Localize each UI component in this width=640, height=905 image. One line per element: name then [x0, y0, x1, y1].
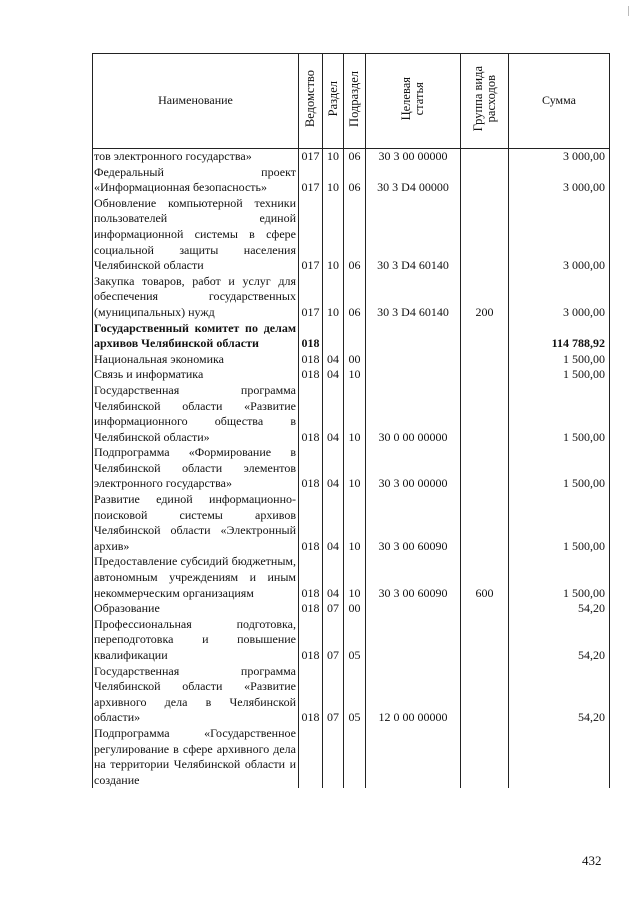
cell-expense-group: 600	[461, 554, 509, 601]
cell-target-article	[366, 321, 461, 352]
table-row	[93, 196, 610, 274]
cell-ministry: 018	[299, 321, 323, 352]
cell-subsection: 06	[344, 165, 366, 196]
cell-subsection: 06	[344, 149, 366, 165]
cell-section: 10	[323, 274, 344, 321]
header-expense-group: Группа вида расходов	[461, 54, 509, 149]
corner-mark	[628, 6, 629, 16]
cell-expense-group	[461, 664, 509, 726]
cell-name: Развитие единой информационно-поисковой системы архивов Челябинской области «Электронный архив»	[93, 492, 299, 554]
cell-ministry: 018	[299, 352, 323, 368]
table-row	[93, 352, 610, 368]
cell-subsection	[344, 726, 366, 788]
cell-subsection: 05	[344, 664, 366, 726]
table-row	[93, 149, 610, 165]
cell-section: 04	[323, 352, 344, 368]
table-row	[93, 367, 610, 383]
header-subsection: Подраздел	[344, 54, 366, 149]
cell-expense-group	[461, 149, 509, 165]
table-row	[93, 445, 610, 492]
cell-section: 10	[323, 196, 344, 274]
table-row	[93, 165, 610, 196]
header-ministry: Ведомство	[299, 54, 323, 149]
cell-ministry: 017	[299, 196, 323, 274]
cell-target-article	[366, 367, 461, 383]
cell-section	[323, 726, 344, 788]
cell-subsection: 10	[344, 492, 366, 554]
header-target-article: Целевая статья	[366, 54, 461, 149]
cell-name: Предоставление субсидий бюджетным, автономным учреждениям и иным некоммерческим организациям	[93, 554, 299, 601]
cell-ministry: 018	[299, 664, 323, 726]
cell-expense-group	[461, 383, 509, 445]
cell-ministry: 018	[299, 445, 323, 492]
cell-subsection: 00	[344, 601, 366, 617]
cell-sum: 3 000,00	[509, 165, 610, 196]
cell-subsection: 10	[344, 367, 366, 383]
cell-target-article: 30 3 00 60090	[366, 554, 461, 601]
cell-ministry: 018	[299, 554, 323, 601]
header-name: Наименование	[93, 54, 299, 149]
cell-name: Национальная экономика	[93, 352, 299, 368]
cell-section: 04	[323, 492, 344, 554]
cell-section: 07	[323, 601, 344, 617]
cell-name: Закупка товаров, работ и услуг для обеспечения государственных (муниципальных) нужд	[93, 274, 299, 321]
cell-ministry	[299, 726, 323, 788]
table-row	[93, 601, 610, 617]
cell-sum: 3 000,00	[509, 149, 610, 165]
cell-section: 07	[323, 664, 344, 726]
header-sum: Сумма	[509, 54, 610, 149]
cell-target-article: 30 3 00 00000	[366, 149, 461, 165]
page-number: 432	[582, 853, 602, 868]
cell-sum: 54,20	[509, 601, 610, 617]
cell-name: Связь и информатика	[93, 367, 299, 383]
cell-subsection: 06	[344, 274, 366, 321]
cell-expense-group	[461, 492, 509, 554]
cell-name: Образование	[93, 601, 299, 617]
cell-sum: 1 500,00	[509, 554, 610, 601]
table-row	[93, 554, 610, 601]
cell-name: Подпрограмма «Формирование в Челябинской области элементов электронного государства»	[93, 445, 299, 492]
cell-sum: 1 500,00	[509, 352, 610, 368]
cell-subsection: 10	[344, 445, 366, 492]
cell-name: Федеральный проект «Информационная безопасность»	[93, 165, 299, 196]
table-row	[93, 321, 610, 352]
cell-expense-group	[461, 601, 509, 617]
cell-subsection: 10	[344, 554, 366, 601]
cell-ministry: 018	[299, 617, 323, 664]
cell-sum: 54,20	[509, 664, 610, 726]
cell-sum: 1 500,00	[509, 445, 610, 492]
cell-expense-group	[461, 445, 509, 492]
cell-name: Подпрограмма «Государственное регулирование в сфере архивного дела на территории Челябинской области и создание	[93, 726, 299, 788]
cell-section: 04	[323, 554, 344, 601]
cell-subsection: 05	[344, 617, 366, 664]
table-row	[93, 664, 610, 726]
cell-sum: 54,20	[509, 617, 610, 664]
cell-ministry: 018	[299, 367, 323, 383]
cell-ministry: 017	[299, 165, 323, 196]
cell-target-article	[366, 617, 461, 664]
cell-sum: 114 788,92	[509, 321, 610, 352]
cell-section	[323, 321, 344, 352]
cell-sum: 3 000,00	[509, 274, 610, 321]
cell-target-article: 30 3 D4 60140	[366, 274, 461, 321]
cell-section: 04	[323, 445, 344, 492]
cell-target-article: 30 3 00 00000	[366, 445, 461, 492]
cell-section: 10	[323, 149, 344, 165]
cell-name: Государственная программа Челябинской области «Развитие архивного дела в Челябинской области»	[93, 664, 299, 726]
cell-ministry: 018	[299, 383, 323, 445]
cell-target-article: 30 3 00 60090	[366, 492, 461, 554]
cell-subsection: 10	[344, 383, 366, 445]
cell-expense-group	[461, 617, 509, 664]
cell-sum: 1 500,00	[509, 492, 610, 554]
cell-expense-group: 200	[461, 274, 509, 321]
cell-target-article	[366, 726, 461, 788]
cell-name: тов электронного государства»	[93, 149, 299, 165]
budget-table	[92, 53, 610, 788]
cell-ministry: 018	[299, 601, 323, 617]
cell-ministry: 017	[299, 274, 323, 321]
cell-section: 04	[323, 367, 344, 383]
header-section: Раздел	[323, 54, 344, 149]
cell-sum: 3 000,00	[509, 196, 610, 274]
cell-ministry: 018	[299, 492, 323, 554]
cell-subsection: 00	[344, 352, 366, 368]
cell-target-article: 12 0 00 00000	[366, 664, 461, 726]
cell-subsection: 06	[344, 196, 366, 274]
cell-expense-group	[461, 165, 509, 196]
budget-table-container	[92, 53, 609, 848]
cell-section: 10	[323, 165, 344, 196]
cell-name: Государственный комитет по делам архивов Челябинской области	[93, 321, 299, 352]
table-row	[93, 492, 610, 554]
cell-sum: 1 500,00	[509, 383, 610, 445]
cell-target-article: 30 0 00 00000	[366, 383, 461, 445]
cell-section: 07	[323, 617, 344, 664]
table-row	[93, 383, 610, 445]
table-row	[93, 726, 610, 788]
cell-target-article	[366, 601, 461, 617]
cell-section: 04	[323, 383, 344, 445]
cell-expense-group	[461, 367, 509, 383]
cell-expense-group	[461, 726, 509, 788]
table-body	[93, 149, 610, 789]
cell-target-article	[366, 352, 461, 368]
cell-expense-group	[461, 352, 509, 368]
cell-name: Профессиональная подготовка, переподготовка и повышение квалификации	[93, 617, 299, 664]
cell-target-article: 30 3 D4 60140	[366, 196, 461, 274]
cell-sum	[509, 726, 610, 788]
cell-expense-group	[461, 196, 509, 274]
cell-name: Обновление компьютерной техники пользователей единой информационной системы в сфере социальной защиты населения Челябинской области	[93, 196, 299, 274]
cell-target-article: 30 3 D4 00000	[366, 165, 461, 196]
cell-subsection	[344, 321, 366, 352]
table-row	[93, 274, 610, 321]
cell-name: Государственная программа Челябинской области «Развитие информационного общества в Челябинской области»	[93, 383, 299, 445]
cell-expense-group	[461, 321, 509, 352]
cell-ministry: 017	[299, 149, 323, 165]
table-header-row	[93, 54, 610, 149]
cell-sum: 1 500,00	[509, 367, 610, 383]
table-row	[93, 617, 610, 664]
